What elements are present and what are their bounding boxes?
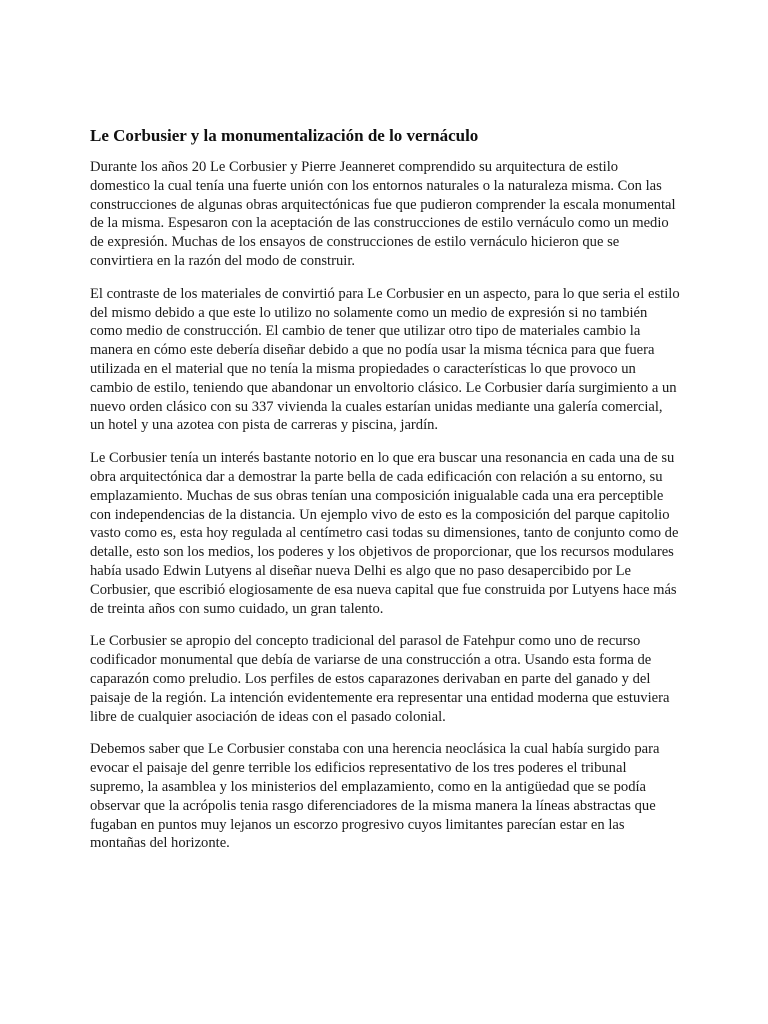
paragraph-5: Debemos saber que Le Corbusier constaba con una herencia neoclásica la cual había surgido para evocar el paisaje del genre terrible los edificios representativo de los tres poderes el tribunal supremo, la asamblea y los ministerios del emplazamiento, como en la antigüedad que se podía observar que la acrópolis tenia rasgo diferenciadores de la misma manera la líneas abstractas que fugaban en puntos muy lejanos un escorzo progresivo cuyos limitantes parecían estar en las montañas del horizonte. xyxy=(90,741,660,852)
paragraph-4: Le Corbusier se apropio del concepto tradicional del parasol de Fatehpur como uno de recurso codificador monumental que debía de variarse de una construcción a otra. Usando esta forma de caparazón como preludio. Los perfiles de estos caparazones derivaban en parte del ganado y del paisaje de la región. La intención evidentemente era representar una entidad moderna que estuviera libre de cualquier asociación de ideas con el pasado colonial. xyxy=(90,633,670,725)
paragraph-1: Durante los años 20 Le Corbusier y Pierre Jeanneret comprendido su arquitectura de estilo domestico la cual tenía una fuerte unión con los entornos naturales o la naturaleza misma. Con las construcciones de algunas obras arquitectónicas fue que pudieron comprender la escala monumental de la misma. Espesaron con la aceptación de las construcciones de estilo vernáculo como un medio de expresión. Muchas de los ensayos de construcciones de estilo vernáculo hicieron que se convirtiera en la razón del modo de construir. xyxy=(90,159,676,269)
document-body xyxy=(90,124,680,867)
document-title: Le Corbusier y la monumentalización de lo vernáculo xyxy=(90,126,479,145)
paragraph-2: El contraste de los materiales de convirtió para Le Corbusier en un aspecto, para lo que seria el estilo del mismo debido a que este lo utilizo no solamente como un medio de expresión si no también como medio de construcción. El cambio de tener que utilizar otro tipo de materiales cambio la manera en cómo este debería diseñar debido a que no podía usar la misma técnica para que fuera utilizada en el material que no tenía la misma propiedades o características lo que provoco un cambio de estilo, teniendo que abandonar un envoltorio clásico. Le Corbusier daría surgimiento a un nuevo orden clásico con su 337 vivienda la cuales estarían unidas mediante una galería comercial, un hotel y una azotea con pista de carreras y piscina, jardín. xyxy=(90,285,680,434)
paragraph-3: Le Corbusier tenía un interés bastante notorio en lo que era buscar una resonancia en cada una de su obra arquitectónica dar a demostrar la parte bella de cada edificación con relación a su entorno, su emplazamiento. Muchas de sus obras tenían una composición inigualable cada una era perceptible con independencias de la distancia. Un ejemplo vivo de esto es la composición del parque capitolio vasto como es, esta hoy regulada al centímetro casi todas su dimensiones, tanto de conjunto como de detalle, esto son los medios, los poderes y los objetivos de proporcionar, que los recursos modulares había usado Edwin Lutyens al diseñar nueva Delhi es algo que no paso desapercibido por Le Corbusier, que escribió elogiosamente de esa nueva capital que fue construida por Lutyens hace más de treinta años con sumo cuidado, un gran talento. xyxy=(90,450,679,617)
